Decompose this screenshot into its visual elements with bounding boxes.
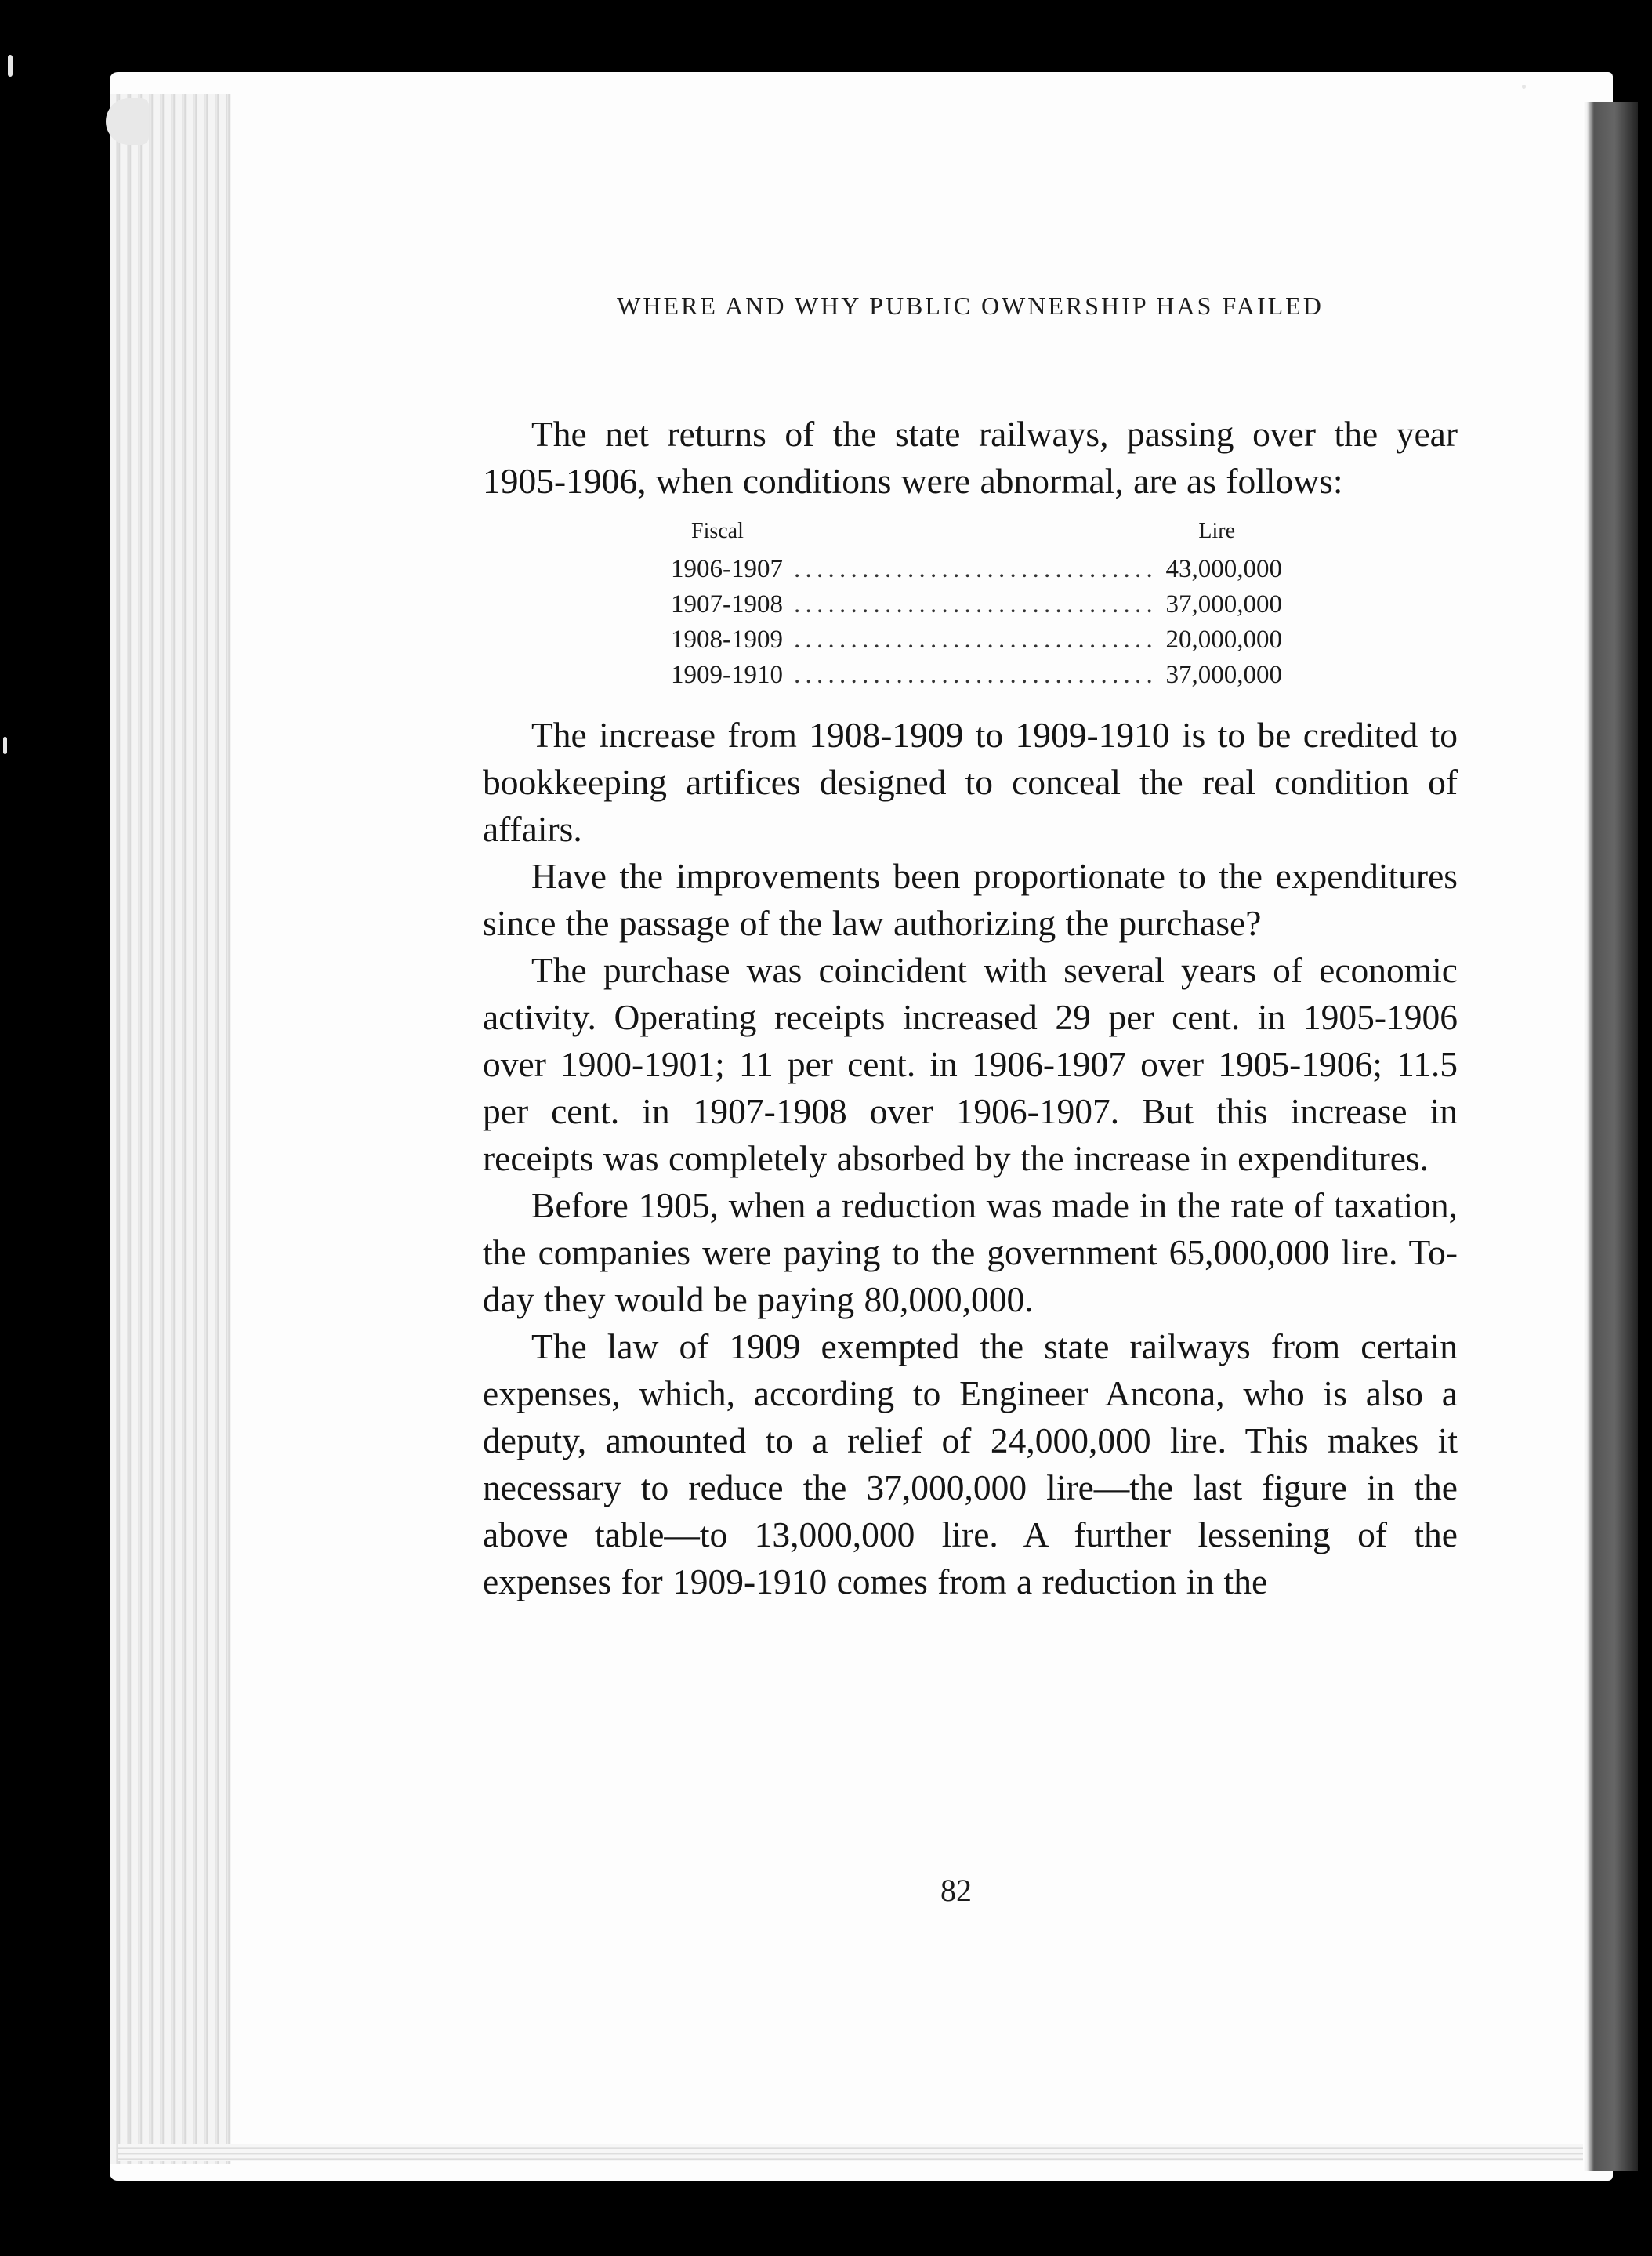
book-cover-edge bbox=[1583, 102, 1638, 2171]
fiscal-year: 1906-1907 bbox=[671, 555, 783, 583]
amount-lire: 37,000,000 bbox=[1165, 661, 1282, 689]
body-paragraph: The law of 1909 exempted the state railways from certain expenses, which, according to Engineer Ancona, who is also a deputy, amounted to a relief of 24,000,000 lire. This makes it necessary to reduce the 37,000,000 lire—the last figure in the above table—to 13,000,000 lire. A further lessening of the expenses for 1909-1910 comes from a reduction in the bbox=[483, 1326, 1458, 1601]
table-row bbox=[671, 587, 1282, 622]
body-paragraph: The increase from 1908-1909 to 1909-1910 is to be credited to bookkeeping artifices designed to conceal the real condition of affairs. bbox=[483, 715, 1458, 849]
header-lire: Lire bbox=[1198, 519, 1235, 543]
table-header bbox=[671, 511, 1282, 552]
body-paragraph: Have the improvements been proportionate to the expenditures since the passage of the law authorizing the purchase? bbox=[483, 856, 1458, 943]
dot-leader bbox=[794, 552, 1155, 587]
page-edges-overlay bbox=[110, 94, 231, 2164]
page-edges-bottom bbox=[118, 2144, 1607, 2161]
body-paragraph: Before 1905, when a reduction was made in the rate of taxation, the companies were paying to the government 65,000,000 lire. To-day they would be paying 80,000,000. bbox=[483, 1185, 1458, 1319]
running-head: WHERE AND WHY PUBLIC OWNERSHIP HAS FAILED bbox=[617, 292, 1324, 320]
table-row bbox=[671, 552, 1282, 587]
text-block bbox=[483, 282, 1458, 1605]
dot-leader bbox=[794, 658, 1155, 693]
fiscal-year: 1907-1908 bbox=[671, 590, 783, 618]
table-row bbox=[671, 658, 1282, 693]
amount-lire: 37,000,000 bbox=[1165, 590, 1282, 618]
intro-paragraph: The net returns of the state railways, passing over the year 1905-1906, when conditions were abnormal, are as follows: bbox=[483, 414, 1458, 501]
page-number: 82 bbox=[940, 1873, 972, 1908]
fiscal-year: 1909-1910 bbox=[671, 661, 783, 689]
returns-table bbox=[671, 511, 1282, 693]
body-paragraph: The purchase was coincident with several years of economic activity. Operating receipts increased 29 per cent. in 1905-1906 over 1900-1901; 11 per cent. in 1906-1907 over 1905-1906; 11.5 per cent. in 1907-1908 over 1906-1907. But this increase in receipts was completely absorbed by the increase in expenditures. bbox=[483, 950, 1458, 1178]
page-corner bbox=[106, 98, 149, 145]
dot-leader bbox=[794, 622, 1155, 658]
dust-speck bbox=[3, 737, 7, 754]
table-row bbox=[671, 622, 1282, 658]
amount-lire: 43,000,000 bbox=[1165, 555, 1282, 583]
dust-speck bbox=[1522, 85, 1526, 89]
header-fiscal: Fiscal bbox=[691, 519, 744, 543]
amount-lire: 20,000,000 bbox=[1165, 626, 1282, 654]
dust-speck bbox=[8, 55, 13, 77]
fiscal-year: 1908-1909 bbox=[671, 626, 783, 654]
dot-leader bbox=[794, 587, 1155, 622]
